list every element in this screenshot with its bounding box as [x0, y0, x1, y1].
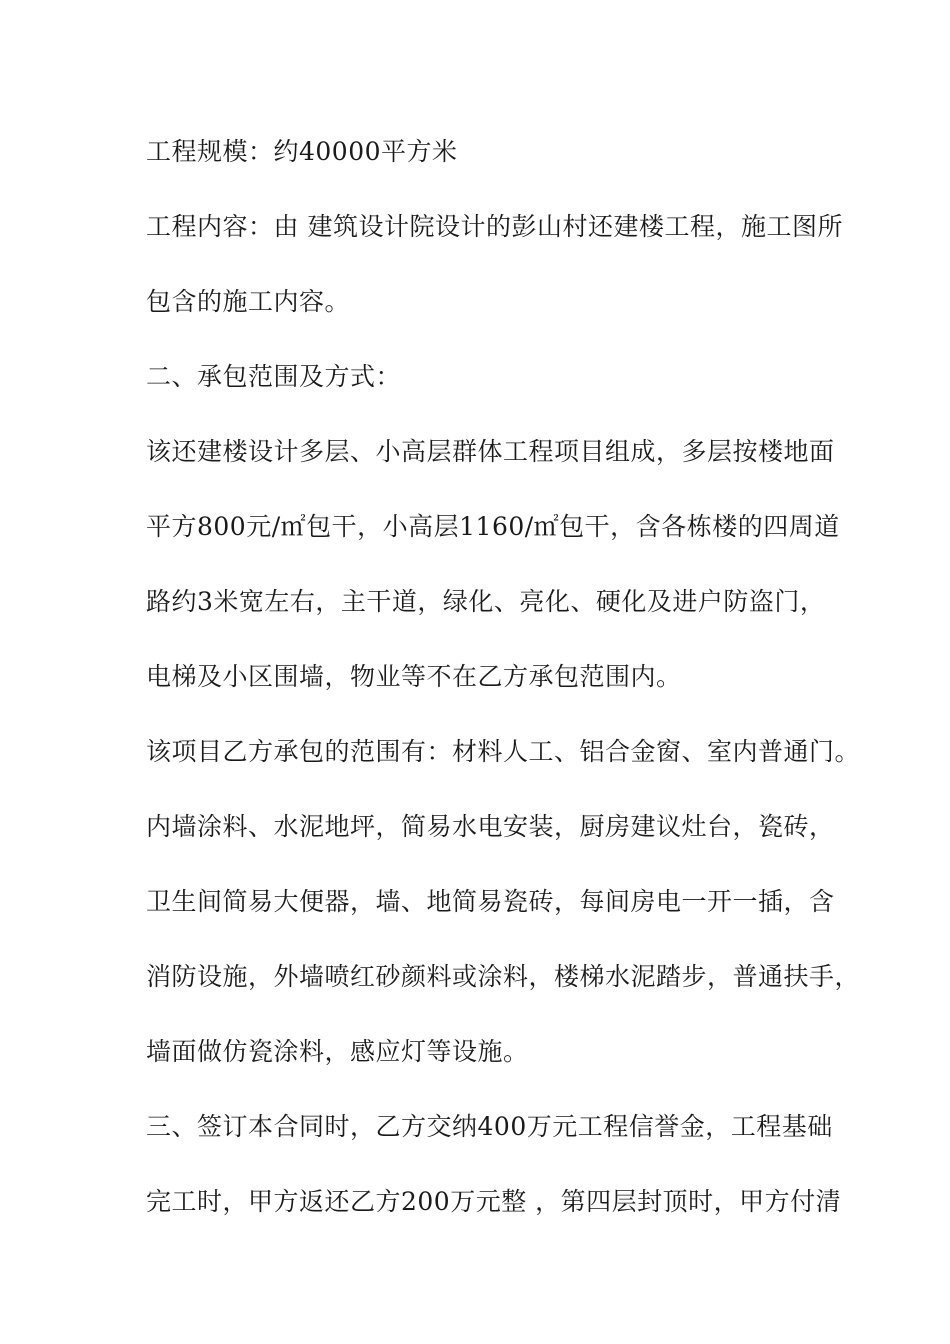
paragraph-line: 电梯及小区围墙，物业等不在乙方承包范围内。 [146, 662, 682, 691]
paragraph-line: 消防设施，外墙喷红砂颜料或涂料，楼梯水泥踏步，普通扶手， [146, 962, 861, 991]
paragraph-line: 路约3米宽左右，主干道，绿化、亮化、硬化及进户防盗门， [146, 587, 826, 616]
project-content-line: 工程内容：由 建筑设计院设计的彭山村还建楼工程，施工图所 [146, 212, 843, 241]
project-scale-line: 工程规模：约40000平方米 [146, 137, 458, 166]
paragraph-line: 该还建楼设计多层、小高层群体工程项目组成，多层按楼地面 [146, 437, 835, 466]
paragraph-line: 内墙涂料、水泥地坪，简易水电安装，厨房建议灶台，瓷砖， [146, 812, 835, 841]
paragraph-line: 完工时，甲方返还乙方200万元整 ，第四层封顶时，甲方付清 [146, 1187, 842, 1216]
paragraph-line: 卫生间简易大便器，墙、地简易瓷砖，每间房电一开一插，含 [146, 887, 835, 916]
section-heading-scope: 二、承包范围及方式： [146, 362, 402, 391]
project-content-line-cont: 包含的施工内容。 [146, 287, 351, 316]
paragraph-line: 平方800元/㎡包干，小高层1160/㎡包干，含各栋楼的四周道 [146, 512, 840, 541]
paragraph-line: 墙面做仿瓷涂料，感应灯等设施。 [146, 1037, 529, 1066]
paragraph-line: 该项目乙方承包的范围有：材料人工、铝合金窗、室内普通门。 [146, 737, 861, 766]
section-heading-payment: 三、签订本合同时，乙方交纳400万元工程信誉金，工程基础 [146, 1112, 833, 1141]
